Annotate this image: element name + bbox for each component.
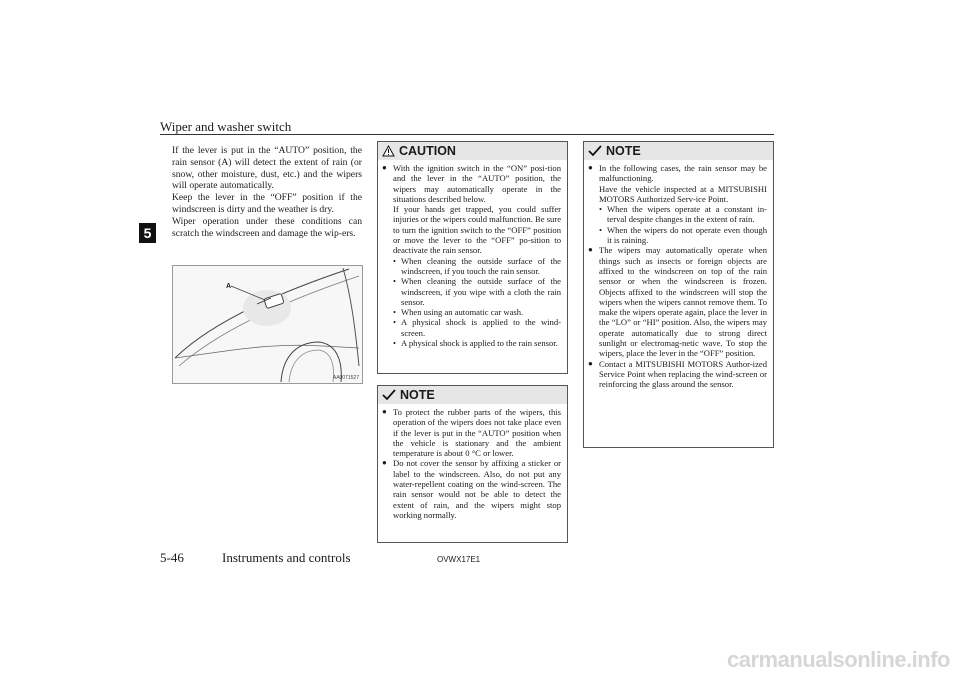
caution-box xyxy=(377,141,568,374)
note2-bullet1-intro: In the following cases, the rain sensor may be malfunctioning. xyxy=(599,163,767,184)
intro-paragraph-1: If the lever is put in the “AUTO” position, the rain sensor (A) will detect the extent of rain (or snow, other moisture, dust, etc.) and the wipers will operate automatically. xyxy=(172,145,362,192)
note2-bullet xyxy=(588,245,767,358)
note1-bullet-text: To protect the rubber parts of the wipers, this operation of the wipers does not take place even if the lever is put in the “AUTO” position when the vehicle is stationary and the ambient temperature is about 0 °C or lower. xyxy=(393,407,561,459)
caution-sub-item: • A physical shock is applied to the wind-screen. xyxy=(393,317,561,338)
note2-header xyxy=(584,142,773,160)
note2-title: NOTE xyxy=(606,144,641,158)
note2-sub-item: • When the wipers do not operate even though it is raining. xyxy=(599,224,767,246)
watermark: carmanualsonline.info xyxy=(727,647,950,672)
bullet-icon: ● xyxy=(588,358,593,368)
caution-title: CAUTION xyxy=(399,144,456,158)
caution-bullet-text xyxy=(393,163,561,256)
caution-sub-item: • When cleaning the outside surface of the windscreen, if you wipe with a cloth the rain sensor. xyxy=(393,276,561,307)
bullet-icon: ● xyxy=(382,163,387,172)
note-box-2 xyxy=(583,141,774,448)
caution-bullet xyxy=(382,163,561,256)
note2-sub-item: • When the wipers operate at a constant in-terval despite changes in the extent of rain. xyxy=(599,204,767,225)
rain-sensor-figure xyxy=(172,265,363,384)
note2-bullet-text: The wipers may automatically operate when things such as insects or foreign objects are affixed to the windscreen on top of the rain sensor or when the windscreen is frozen. Objects affixed to the windscreen will stop the wipers when the wipers cannot remove them. To make the wipers operate again, place the lever in the “LO” or “HI” position. Also, the wipers may operate automatically due to strong direct sunlight or electromag-netic wave. To stop the wipers, place the lever in the “OFF” position. xyxy=(599,245,767,359)
note2-bullet xyxy=(588,163,767,204)
page-number: 5-46 xyxy=(160,550,184,565)
page-header-title: Wiper and washer switch xyxy=(160,119,292,134)
note-check-icon xyxy=(382,389,396,401)
bullet-icon: ● xyxy=(382,407,387,416)
note-box-1 xyxy=(377,385,568,543)
caution-sub-text: A physical shock is applied to the wind-screen. xyxy=(401,317,561,338)
note2-bullet-text xyxy=(599,163,767,204)
caution-sub-text: When cleaning the outside surface of the windscreen, if you touch the rain sensor. xyxy=(401,255,561,276)
figure-label-a: A xyxy=(226,283,232,290)
chapter-tab: 5 xyxy=(139,223,156,243)
intro-paragraph-3: Wiper operation under these conditions can scratch the windscreen and damage the wip-ers. xyxy=(172,215,362,239)
caution-sub-item: • A physical shock is applied to the rain sensor. xyxy=(393,338,561,348)
windscreen-illustration xyxy=(173,266,362,383)
caution-sub-text: A physical shock is applied to the rain sensor. xyxy=(401,338,558,349)
caution-sub-item: • When cleaning the outside surface of the windscreen, if you touch the rain sensor. xyxy=(393,255,561,276)
bullet-icon: ● xyxy=(588,163,593,172)
note1-bullet xyxy=(382,458,561,520)
note2-sub-text: When the wipers do not operate even though it is raining. xyxy=(607,224,767,246)
footer-code: OVWX17E1 xyxy=(437,555,481,564)
caution-sub-text: When cleaning the outside surface of the windscreen, if you wipe with a cloth the rain sensor. xyxy=(401,276,561,307)
note2-bullet xyxy=(588,359,767,390)
intro-paragraph-2: Keep the lever in the “OFF” position if the windscreen is dirty and the weather is dry. xyxy=(172,192,362,215)
footer-section-title: Instruments and controls xyxy=(222,550,351,565)
note1-body xyxy=(378,404,567,524)
note-check-icon xyxy=(588,145,602,157)
note1-header xyxy=(378,386,567,404)
figure-code: AA0071527 xyxy=(332,375,359,381)
note1-title: NOTE xyxy=(400,388,435,402)
bullet-icon: ● xyxy=(588,245,593,255)
note2-sub-text: When the wipers operate at a constant in-terval despite changes in the extent of rain. xyxy=(607,204,767,225)
caution-sub-text: When using an automatic car wash. xyxy=(401,307,524,318)
intro-text xyxy=(172,145,362,239)
note1-bullet-text: Do not cover the sensor by affixing a sticker or label to the windscreen. Also, do not put any water-repellent coating on the wind-screen. The rain sensor would not be able to detect the extent of rain, and the wipers might stop working normally. xyxy=(393,458,561,520)
note2-body xyxy=(584,160,773,394)
note2-bullet-text: Contact a MITSUBISHI MOTORS Author-ized Service Point when replacing the wind-screen or reinforcing the glass around the sensor. xyxy=(599,358,767,390)
note2-bullet1-para: Have the vehicle inspected at a MITSUBISHI MOTORS Authorized Serv-ice Point. xyxy=(599,183,767,204)
caution-bullet-intro: With the ignition switch in the “ON” posi-tion and the lever in the “AUTO” position, the wipers may automatically operate in the situations described below. xyxy=(393,163,561,204)
caution-header xyxy=(378,142,567,160)
bullet-icon: ● xyxy=(382,458,387,468)
caution-body xyxy=(378,160,567,352)
header-rule xyxy=(160,134,774,135)
note1-bullet xyxy=(382,407,561,458)
caution-bullet-para: If your hands get trapped, you could suffer injuries or the wipers could malfunction. Be sure to turn the ignition switch to the “OFF” position or move the lever to the “OFF” po-sition to deactivate the rain sensor. xyxy=(393,204,562,256)
warning-triangle-icon xyxy=(382,145,395,157)
caution-sub-item: • When using an automatic car wash. xyxy=(393,307,561,317)
